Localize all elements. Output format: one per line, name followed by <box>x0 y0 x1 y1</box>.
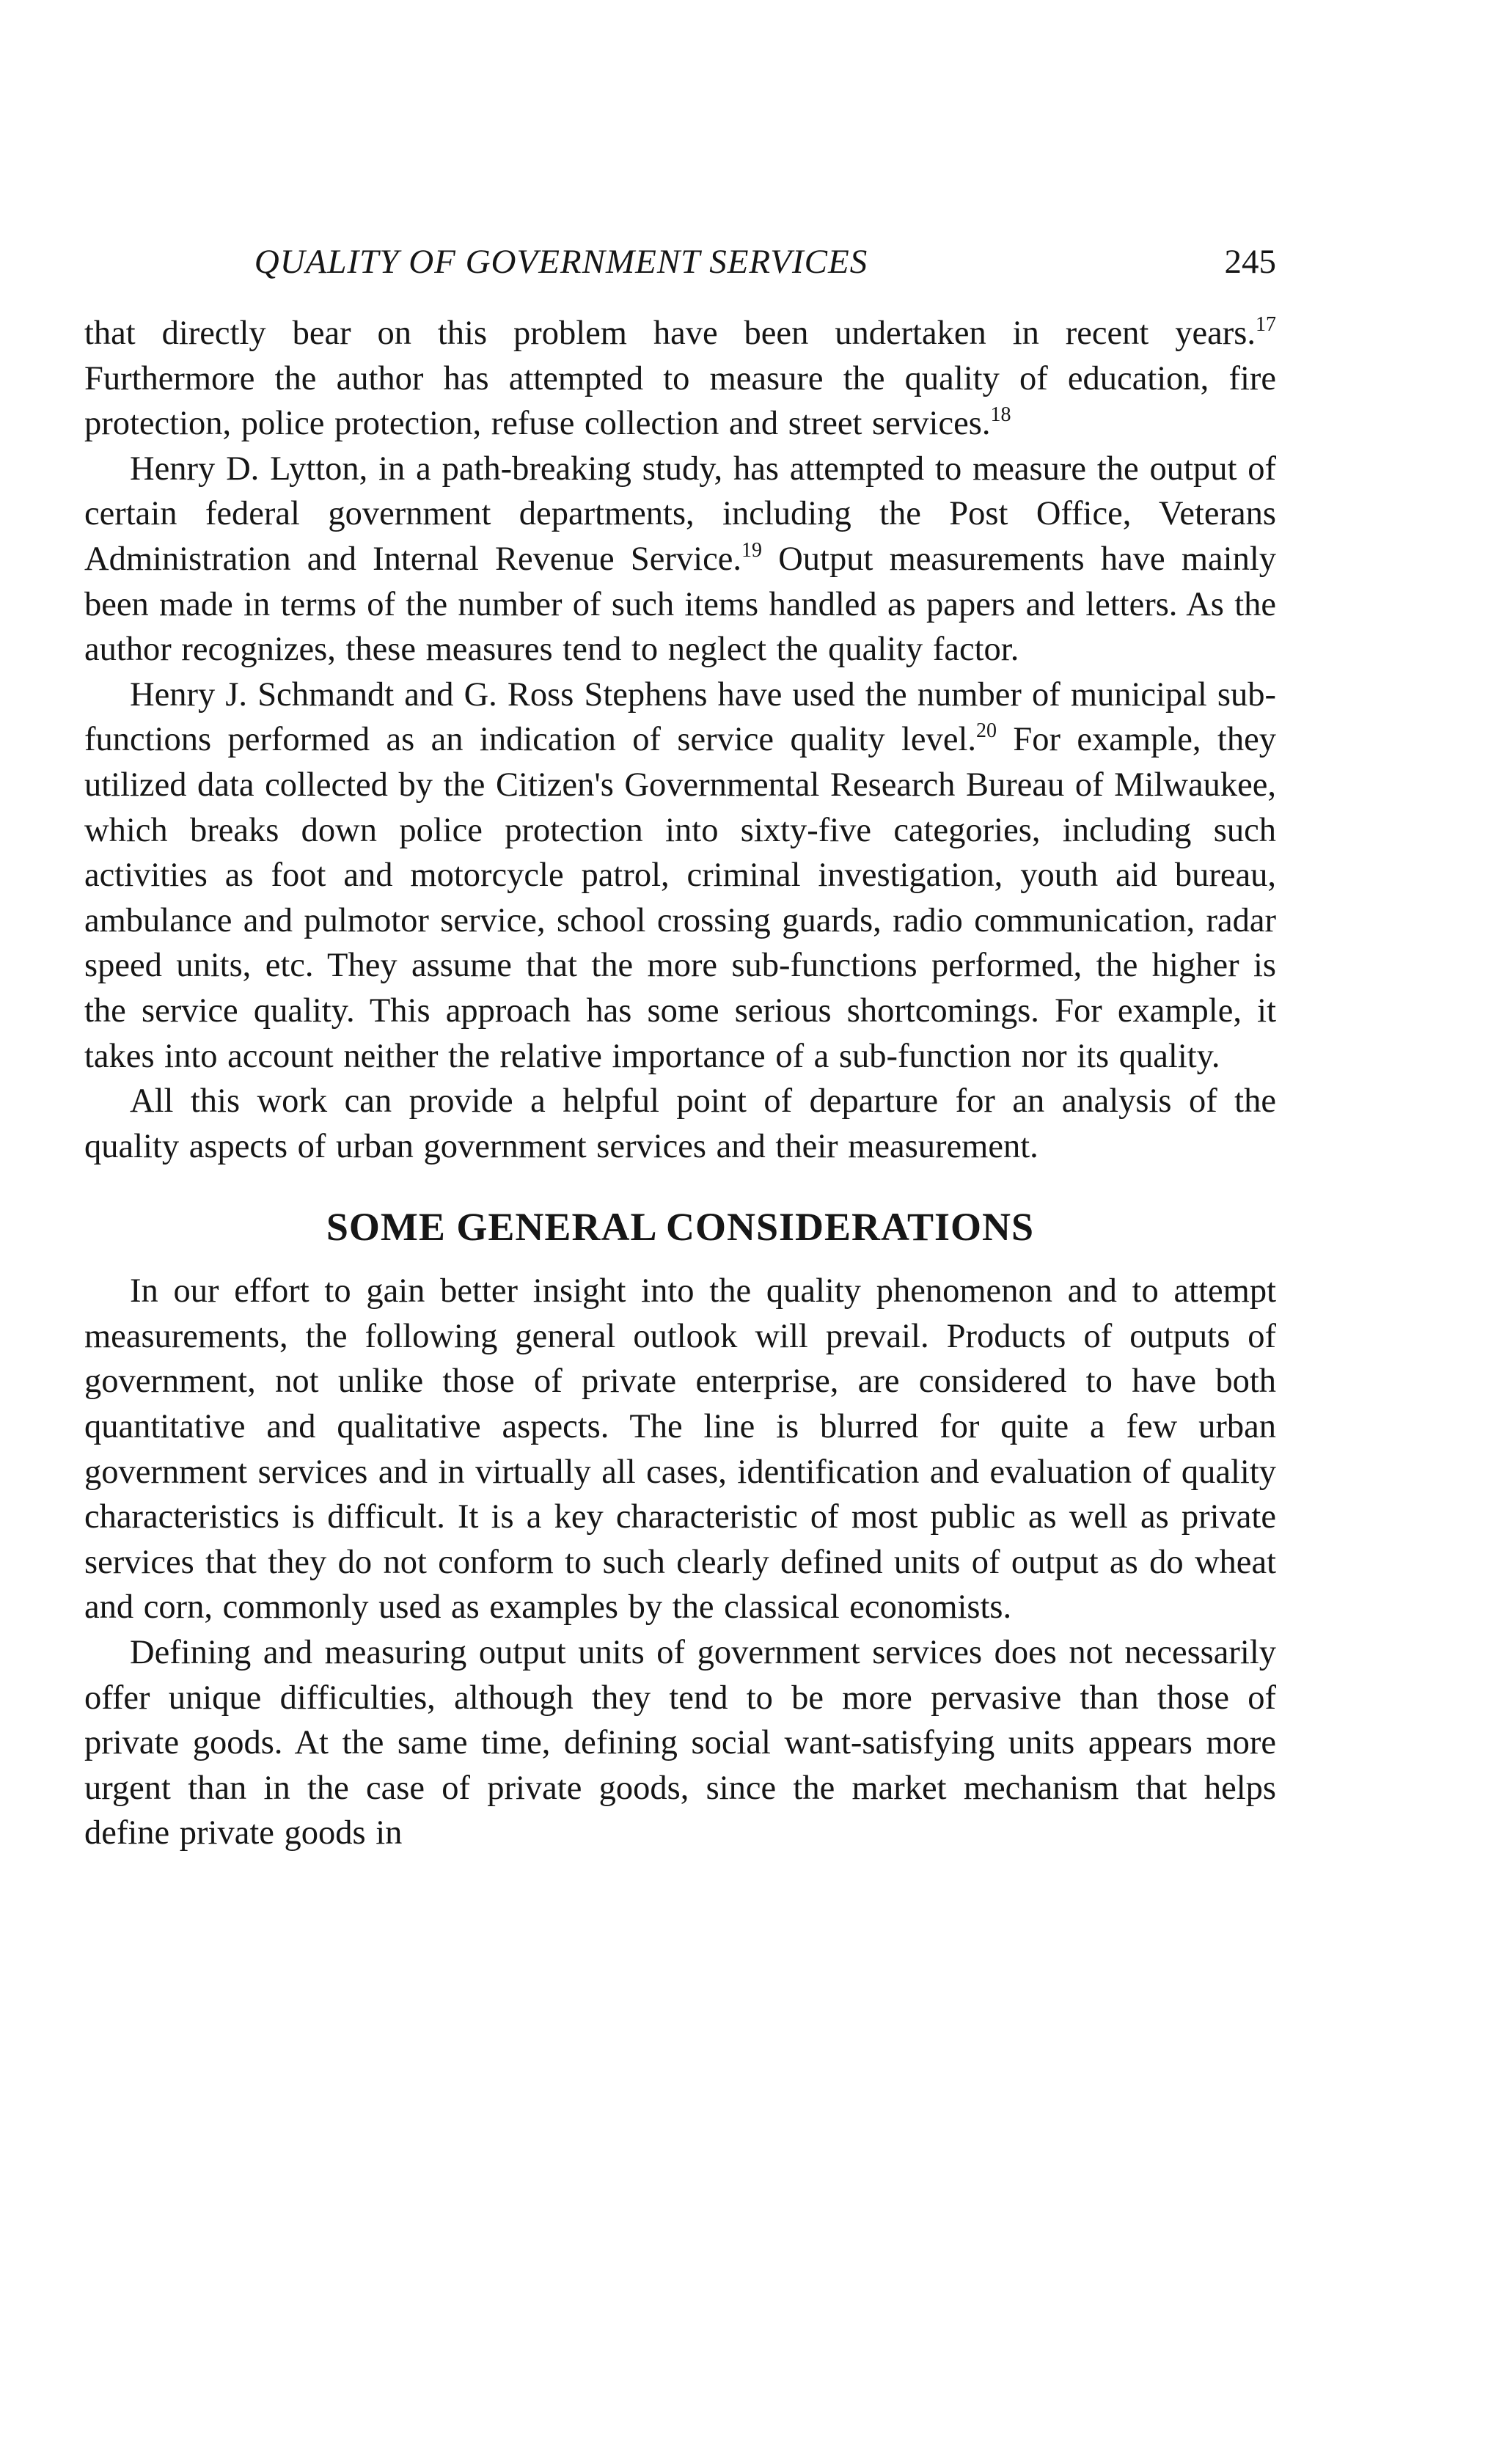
footnote-ref-20: 20 <box>976 719 997 743</box>
book-page <box>84 242 1276 1856</box>
running-header <box>84 242 1276 293</box>
paragraph-5: In our effort to gain better insight into the quality phenomenon and to attempt measurements, the following general outlook will prevail. Products of outputs of government, not unlike those of private enterprise, are considered to have both quantitative and qualitative aspects. The line is blurred for quite a few urban government services and in virtually all cases, identification and evaluation of quality characteristics is difficult. It is a key characteristic of most public as well as private services that they do not conform to such clearly defined units of output as do wheat and corn, commonly used as examples by the classical economists. <box>84 1272 1276 1627</box>
paragraph-3 <box>84 672 1276 1079</box>
paragraph-6: Defining and measuring output units of government services does not necessarily offer unique difficulties, although they tend to be more pervasive than those of private goods. At the same time, defining social want-satisfying units appears more urgent than in the case of private goods, since the market mechanism that helps define private goods in <box>84 1634 1276 1852</box>
paragraph-1-text-a: that directly bear on this problem have been undertaken in recent years. <box>84 315 1256 352</box>
running-title: QUALITY OF GOVERNMENT SERVICES <box>254 243 868 281</box>
paragraph-2-text-a: Henry D. Lytton, in a path-breaking study, has attempted to measure the output of certain federal government departments, including the Post Office, Veterans Administration and Internal Revenue Service. <box>84 450 1276 578</box>
paragraph-3-text-a: Henry J. Schmandt and G. Ross Stephens have used the number of municipal sub-functions performed as an indication of service quality level. <box>84 675 1276 759</box>
page-number: 245 <box>1224 243 1276 281</box>
paragraph-1 <box>84 311 1276 447</box>
paragraph-2 <box>84 447 1276 672</box>
footnote-ref-17: 17 <box>1256 313 1276 336</box>
paragraph-4: All this work can provide a helpful point of departure for an analysis of the quality aspects of urban government services and their measurement. <box>84 1082 1276 1165</box>
paragraph-3-text-b: For example, they utilized data collected by the Citizen's Governmental Research Bureau of Milwaukee, which breaks down police protection into sixty-five categories, including such activities as foot and motorcycle patrol, criminal investigation, youth aid bureau, ambulance and pulmotor service, school crossing guards, radio communication, radar speed units, etc. They assume that the more sub-functions performed, the higher is the service quality. This approach has some serious shortcomings. For example, it takes into account neither the relative importance of a sub-function nor its quality. <box>84 721 1276 1075</box>
paragraph-1-text-b: Furthermore the author has attempted to measure the quality of education, fire protection, police protection, refuse collection and street services. <box>84 359 1276 443</box>
section-heading: SOME GENERAL CONSIDERATIONS <box>326 1205 1035 1250</box>
paragraph-2-text-b: Output measurements have mainly been made in terms of the number of such items handled as papers and letters. As the author recognizes, these measures tend to neglect the quality factor. <box>84 540 1276 669</box>
footnote-ref-19: 19 <box>741 538 762 562</box>
footnote-ref-18: 18 <box>990 403 1011 427</box>
